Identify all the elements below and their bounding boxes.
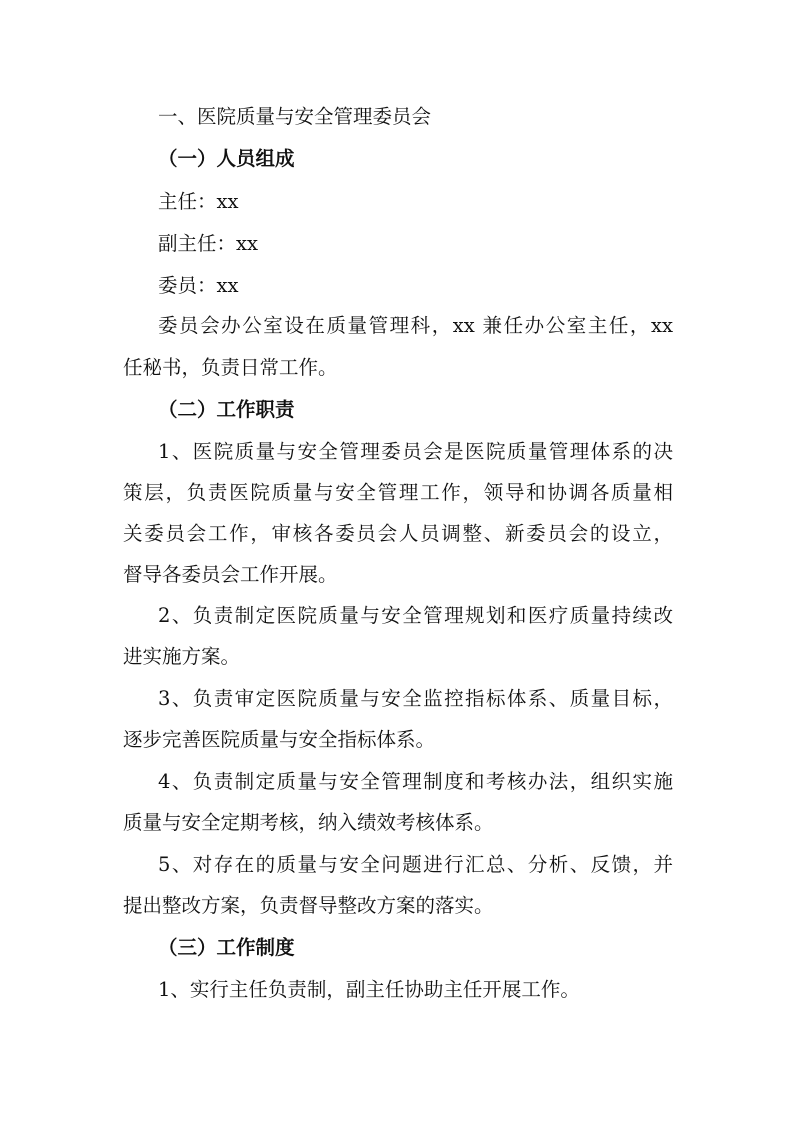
section-heading-rules: （三）工作制度 xyxy=(158,936,295,959)
duty-item-line: 进实施方案。 xyxy=(123,645,241,668)
deputy-director-line: 副主任：xx xyxy=(158,232,258,255)
duty-item-line: 督导各委员会工作开展。 xyxy=(123,563,338,586)
office-paragraph-line: 任秘书，负责日常工作。 xyxy=(123,356,338,379)
section-heading-duties: （二）工作职责 xyxy=(158,398,295,421)
duty-item-line: 提出整改方案，负责督导整改方案的落实。 xyxy=(123,894,494,917)
duty-item-line: 4、负责制定质量与安全管理制度和考核办法，组织实施 xyxy=(158,770,673,793)
duty-item-line: 质量与安全定期考核，纳入绩效考核体系。 xyxy=(123,811,494,834)
rule-item-line: 1、实行主任负责制，副主任协助主任开展工作。 xyxy=(158,978,580,1001)
duty-item-line: 3、负责审定医院质量与安全监控指标体系、质量目标， xyxy=(158,687,673,710)
section-heading-personnel: （一）人员组成 xyxy=(158,147,295,170)
members-line: 委员：xx xyxy=(158,274,239,297)
duty-item-line: 5、对存在的质量与安全问题进行汇总、分析、反馈，并 xyxy=(158,853,673,876)
duty-item-line: 关委员会工作，审核各委员会人员调整、新委员会的设立， xyxy=(123,522,673,545)
office-paragraph-line: 委员会办公室设在质量管理科，xx 兼任办公室主任，xx xyxy=(158,314,673,337)
committee-title: 一、医院质量与安全管理委员会 xyxy=(158,105,432,128)
duty-item-line: 逐步完善医院质量与安全指标体系。 xyxy=(123,728,436,751)
duty-item-line: 策层，负责医院质量与安全管理工作，领导和协调各质量相 xyxy=(123,481,673,504)
duty-item-line: 1、医院质量与安全管理委员会是医院质量管理体系的决 xyxy=(158,440,673,463)
director-line: 主任：xx xyxy=(158,190,239,213)
duty-item-line: 2、负责制定医院质量与安全管理规划和医疗质量持续改 xyxy=(158,604,673,627)
